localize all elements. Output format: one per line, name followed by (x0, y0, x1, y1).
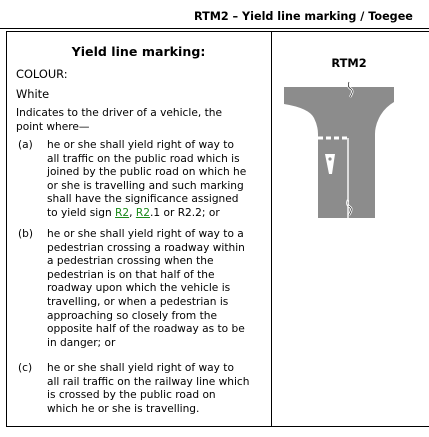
colour-value: White (16, 87, 50, 101)
item-line: joined by the public road on which he (47, 166, 247, 179)
intro-line: Indicates to the driver of a vehicle, the (16, 107, 222, 119)
item-last-line (47, 207, 246, 221)
line-prefix: to yield sign (47, 206, 116, 219)
item-line: he or she shall yield right of way to (47, 362, 234, 374)
item-line: approaching so closely from the (47, 309, 217, 322)
item-line: pedestrian is on that half of the (47, 268, 215, 281)
intro-line: point where— (16, 120, 90, 133)
item-line: he or she shall yield right of way to (47, 139, 234, 151)
page-header (0, 0, 429, 29)
item-line: he or she shall yield right of way to a (47, 228, 244, 240)
item-line: pedestrian crossing a roadway within (47, 241, 245, 254)
item-line: which he or she is travelling. (47, 402, 200, 415)
diagram-title: RTM2 (331, 56, 367, 70)
yield-line-diagram (272, 70, 426, 220)
intro-text (16, 107, 222, 134)
item-line: roadway upon which the vehicle is (47, 282, 231, 295)
item-line: or she is travelling and such marking (47, 179, 244, 192)
item-line: opposite half of the roadway as to be (47, 323, 245, 336)
road-shape (284, 87, 394, 218)
line-separator: , (129, 206, 136, 219)
sign-link-r2-1[interactable]: R2 (135, 206, 151, 219)
item-a-text (47, 139, 246, 221)
line-suffix: .1 or R2.2; or (150, 206, 220, 219)
section-title: Yield line marking: (71, 44, 206, 59)
header-title: RTM2 – Yield line marking / Toegee (194, 10, 413, 23)
item-line: in danger; or (47, 336, 116, 349)
item-marker-b: (b) (18, 228, 33, 240)
item-line: a pedestrian crossing when the (47, 255, 214, 268)
item-b-text (47, 228, 245, 350)
sign-link-r2[interactable]: R2 (115, 206, 130, 219)
item-line: shall have the significance assigned (47, 193, 239, 206)
item-marker-a: (a) (18, 139, 33, 151)
item-line: all traffic on the public road which is (47, 152, 240, 165)
colour-label: COLOUR: (16, 67, 68, 81)
item-c-text (47, 362, 249, 416)
item-line: all rail traffic on the railway line which (47, 375, 250, 388)
arrow-dot (328, 157, 331, 160)
item-line: travelling, or when a pedestrian is (47, 295, 229, 308)
item-marker-c: (c) (18, 362, 33, 374)
item-line: is crossed by the public road on (47, 389, 216, 402)
